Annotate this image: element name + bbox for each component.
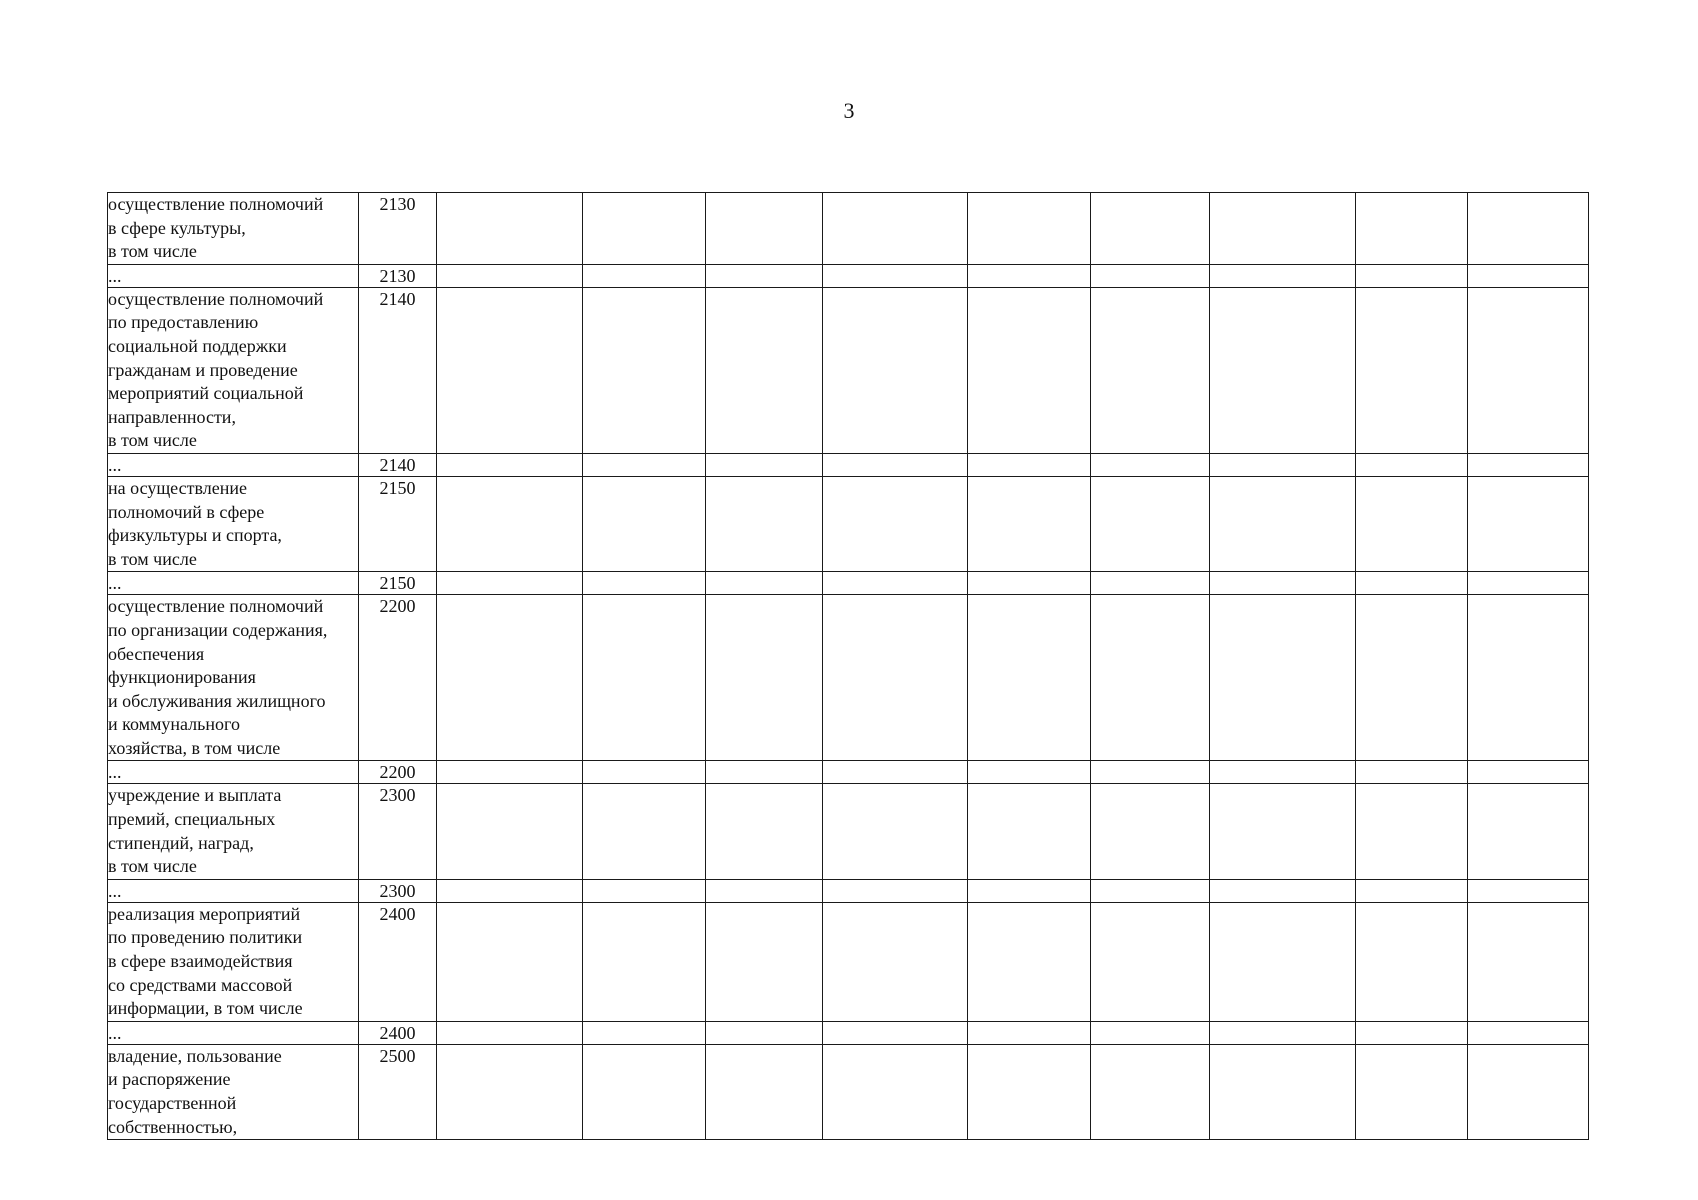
row-code: 2130 [359, 264, 437, 287]
value-cell [1468, 287, 1589, 453]
value-cell [437, 902, 583, 1021]
table-row [108, 287, 1589, 453]
value-cell [583, 264, 706, 287]
value-cell [1210, 902, 1356, 1021]
value-cell [1091, 1044, 1210, 1139]
value-cell [1356, 476, 1468, 571]
value-cell [1210, 1021, 1356, 1044]
value-cell [968, 902, 1091, 1021]
row-code: 2140 [359, 287, 437, 453]
value-cell [1468, 476, 1589, 571]
table-row [108, 902, 1589, 1021]
table-body [108, 193, 1589, 1140]
value-cell [583, 287, 706, 453]
value-cell [583, 784, 706, 879]
row-label: ... [108, 453, 359, 476]
report-table [107, 192, 1589, 1140]
value-cell [437, 761, 583, 784]
row-code: 2500 [359, 1044, 437, 1139]
value-cell [1356, 453, 1468, 476]
value-cell [583, 902, 706, 1021]
value-cell [1210, 193, 1356, 265]
value-cell [823, 902, 968, 1021]
value-cell [437, 784, 583, 879]
value-cell [823, 784, 968, 879]
row-label: осуществление полномочий в сфере культуры, в том числе [108, 193, 359, 265]
value-cell [583, 1044, 706, 1139]
value-cell [706, 264, 823, 287]
value-cell [1356, 595, 1468, 761]
page-number: 3 [843, 98, 855, 123]
table-subrow [108, 1021, 1589, 1044]
value-cell [1468, 784, 1589, 879]
value-cell [583, 1021, 706, 1044]
value-cell [1356, 1021, 1468, 1044]
value-cell [1468, 264, 1589, 287]
value-cell [1091, 264, 1210, 287]
value-cell [823, 761, 968, 784]
value-cell [968, 453, 1091, 476]
value-cell [1468, 902, 1589, 1021]
value-cell [1210, 1044, 1356, 1139]
value-cell [968, 193, 1091, 265]
row-code: 2130 [359, 193, 437, 265]
value-cell [1356, 1044, 1468, 1139]
value-cell [583, 193, 706, 265]
value-cell [1468, 595, 1589, 761]
value-cell [706, 476, 823, 571]
value-cell [1091, 761, 1210, 784]
value-cell [1356, 287, 1468, 453]
value-cell [823, 1044, 968, 1139]
value-cell [968, 1021, 1091, 1044]
value-cell [706, 595, 823, 761]
value-cell [437, 572, 583, 595]
value-cell [706, 902, 823, 1021]
value-cell [706, 879, 823, 902]
value-cell [1468, 193, 1589, 265]
value-cell [823, 453, 968, 476]
row-label: ... [108, 264, 359, 287]
row-label: ... [108, 761, 359, 784]
value-cell [583, 453, 706, 476]
value-cell [968, 784, 1091, 879]
value-cell [437, 1021, 583, 1044]
row-code: 2150 [359, 476, 437, 571]
value-cell [1356, 902, 1468, 1021]
value-cell [1091, 572, 1210, 595]
table-subrow [108, 761, 1589, 784]
value-cell [1468, 453, 1589, 476]
value-cell [583, 476, 706, 571]
value-cell [968, 476, 1091, 571]
table-subrow [108, 879, 1589, 902]
table-row [108, 476, 1589, 571]
value-cell [1468, 1021, 1589, 1044]
value-cell [968, 595, 1091, 761]
value-cell [437, 1044, 583, 1139]
row-label: осуществление полномочий по предоставлению социальной поддержки гражданам и проведение мероприятий социальной направленности, в том числе [108, 287, 359, 453]
row-code: 2300 [359, 879, 437, 902]
value-cell [968, 761, 1091, 784]
value-cell [437, 264, 583, 287]
value-cell [1210, 761, 1356, 784]
value-cell [706, 761, 823, 784]
value-cell [583, 761, 706, 784]
value-cell [1356, 193, 1468, 265]
value-cell [1210, 287, 1356, 453]
value-cell [583, 595, 706, 761]
value-cell [1468, 879, 1589, 902]
value-cell [706, 784, 823, 879]
value-cell [437, 595, 583, 761]
value-cell [823, 879, 968, 902]
value-cell [823, 287, 968, 453]
value-cell [1091, 595, 1210, 761]
value-cell [437, 476, 583, 571]
table-row [108, 193, 1589, 265]
value-cell [1468, 761, 1589, 784]
value-cell [706, 193, 823, 265]
row-label: на осуществление полномочий в сфере физкультуры и спорта, в том числе [108, 476, 359, 571]
value-cell [1210, 264, 1356, 287]
value-cell [437, 193, 583, 265]
value-cell [706, 453, 823, 476]
row-label: учреждение и выплата премий, специальных стипендий, наград, в том числе [108, 784, 359, 879]
value-cell [1091, 879, 1210, 902]
row-label: осуществление полномочий по организации содержания, обеспечения функционирования и обслуживания жилищного и коммунального хозяйства, в том числе [108, 595, 359, 761]
row-code: 2200 [359, 761, 437, 784]
row-code: 2200 [359, 595, 437, 761]
value-cell [1091, 1021, 1210, 1044]
value-cell [1468, 1044, 1589, 1139]
value-cell [583, 879, 706, 902]
value-cell [968, 572, 1091, 595]
value-cell [823, 193, 968, 265]
row-label: ... [108, 879, 359, 902]
value-cell [1210, 595, 1356, 761]
value-cell [1091, 287, 1210, 453]
value-cell [437, 453, 583, 476]
value-cell [1210, 572, 1356, 595]
value-cell [706, 1021, 823, 1044]
value-cell [823, 595, 968, 761]
row-code: 2400 [359, 1021, 437, 1044]
row-label: ... [108, 1021, 359, 1044]
row-label: реализация мероприятий по проведению политики в сфере взаимодействия со средствами массовой информации, в том числе [108, 902, 359, 1021]
table-row [108, 595, 1589, 761]
value-cell [1210, 476, 1356, 571]
value-cell [1091, 784, 1210, 879]
table-subrow [108, 453, 1589, 476]
value-cell [1091, 476, 1210, 571]
value-cell [583, 572, 706, 595]
value-cell [706, 572, 823, 595]
value-cell [823, 264, 968, 287]
value-cell [1356, 784, 1468, 879]
row-label: владение, пользование и распоряжение государственной собственностью, [108, 1044, 359, 1139]
value-cell [706, 287, 823, 453]
value-cell [1210, 879, 1356, 902]
value-cell [1091, 453, 1210, 476]
value-cell [1091, 193, 1210, 265]
value-cell [1356, 264, 1468, 287]
value-cell [1356, 879, 1468, 902]
value-cell [968, 1044, 1091, 1139]
table-subrow [108, 572, 1589, 595]
row-label: ... [108, 572, 359, 595]
value-cell [823, 1021, 968, 1044]
value-cell [823, 572, 968, 595]
table-row [108, 1044, 1589, 1139]
value-cell [437, 287, 583, 453]
value-cell [968, 264, 1091, 287]
row-code: 2400 [359, 902, 437, 1021]
value-cell [706, 1044, 823, 1139]
table-subrow [108, 264, 1589, 287]
value-cell [1356, 572, 1468, 595]
value-cell [1468, 572, 1589, 595]
row-code: 2300 [359, 784, 437, 879]
table-row [108, 784, 1589, 879]
value-cell [1210, 453, 1356, 476]
value-cell [968, 879, 1091, 902]
row-code: 2150 [359, 572, 437, 595]
row-code: 2140 [359, 453, 437, 476]
value-cell [823, 476, 968, 571]
value-cell [1356, 761, 1468, 784]
value-cell [968, 287, 1091, 453]
value-cell [1210, 784, 1356, 879]
value-cell [437, 879, 583, 902]
value-cell [1091, 902, 1210, 1021]
